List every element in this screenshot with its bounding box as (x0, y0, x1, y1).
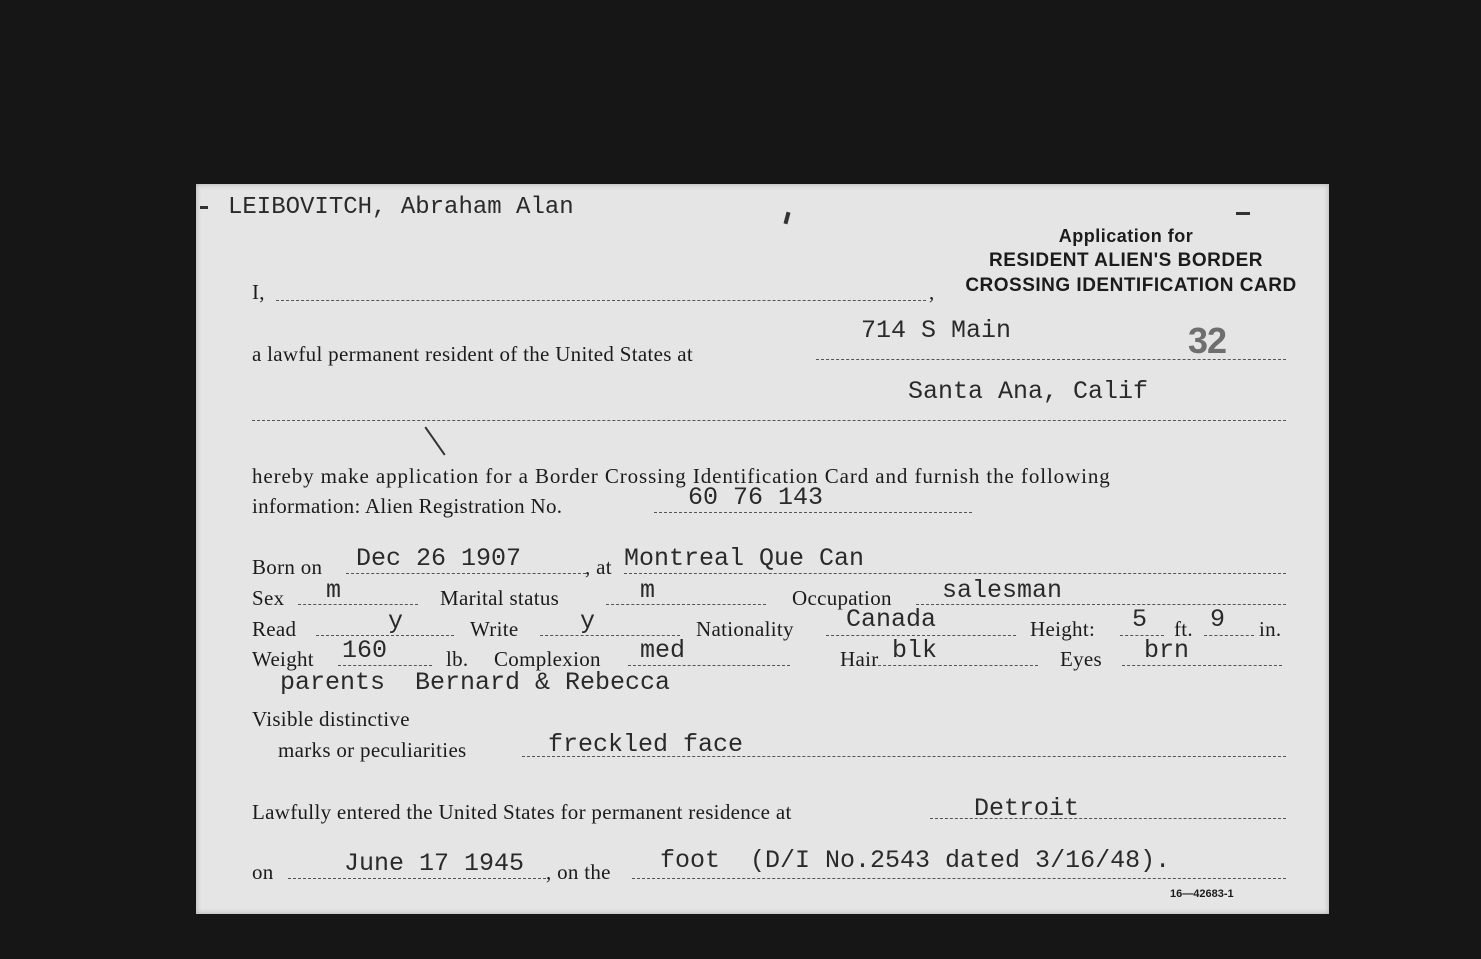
sex-value: m (326, 576, 342, 605)
parents-line: parents Bernard & Rebecca (280, 668, 671, 697)
complexion-rule (628, 665, 790, 666)
height-label: Height: (1030, 617, 1096, 641)
visible-marks-value: freckled face (548, 730, 744, 759)
weight-rule (338, 665, 432, 666)
application-text-line-2: information: Alien Registration No. (252, 494, 563, 518)
marital-status-label: Marital status (440, 586, 560, 610)
occupation-rule (916, 604, 1286, 605)
sex-label: Sex (252, 586, 285, 610)
nationality-label: Nationality (696, 617, 794, 641)
hair-value: blk (892, 636, 938, 665)
read-value: y (388, 607, 404, 636)
eyes-rule (1122, 665, 1282, 666)
entry-date-rule (288, 878, 546, 879)
form-header-line3: CROSSING IDENTIFICATION CARD (965, 275, 1297, 296)
name-blank-line (276, 300, 926, 301)
feet-label: ft. (1174, 617, 1193, 641)
entered-label: Lawfully entered the United States for permanent residence at (252, 800, 792, 824)
entry-place-value: Detroit (974, 794, 1080, 823)
comma-mark: , (929, 280, 935, 304)
stray-mark (784, 212, 791, 225)
at-label: , at (585, 555, 612, 579)
occupation-value: salesman (942, 576, 1063, 605)
entry-mode-rule (632, 878, 1286, 879)
stray-mark (1236, 212, 1250, 215)
height-inches-value: 9 (1210, 605, 1226, 634)
born-on-rule (346, 573, 586, 574)
on-label: on (252, 860, 274, 884)
form-number: 16—42683-1 (1170, 888, 1234, 900)
complexion-value: med (640, 636, 686, 665)
eyes-value: brn (1144, 636, 1190, 665)
visible-marks-rule (522, 756, 1286, 757)
address-line-1: 714 S Main (861, 316, 1012, 345)
born-on-label: Born on (252, 555, 323, 579)
write-label: Write (470, 617, 519, 641)
hair-label: Hair (840, 647, 879, 671)
stray-mark (424, 427, 445, 456)
weight-value: 160 (342, 636, 388, 665)
applicant-name: LEIBOVITCH, Abraham Alan (228, 194, 574, 221)
nationality-value: Canada (846, 605, 937, 634)
on-the-label: , on the (546, 860, 611, 884)
marital-status-value: m (640, 576, 656, 605)
stray-mark (200, 206, 208, 209)
weight-label: Weight (252, 647, 314, 671)
alien-registration-rule (654, 512, 972, 513)
application-text-line-1: hereby make application for a Border Crossing Identification Card and furnish the following (252, 464, 1111, 488)
i-prefix-label: I, (252, 280, 265, 304)
inches-label: in. (1259, 617, 1282, 641)
border-crossing-application-card (196, 184, 1329, 914)
sex-rule (298, 604, 418, 605)
entry-mode-value: foot (D/I No.2543 dated 3/16/48). (660, 846, 1171, 875)
write-value: y (580, 607, 596, 636)
read-label: Read (252, 617, 297, 641)
marital-status-rule (606, 604, 766, 605)
height-feet-value: 5 (1132, 605, 1148, 634)
entry-place-rule (930, 818, 1286, 819)
complexion-label: Complexion (494, 647, 601, 671)
birthplace-value: Montreal Que Can (624, 544, 865, 573)
address-line-2: Santa Ana, Calif (908, 377, 1149, 406)
stamp-number: 32 (1188, 320, 1227, 361)
address-line-1-rule (816, 359, 1286, 360)
visible-marks-label-1: Visible distinctive (252, 707, 410, 731)
address-line-2-rule (252, 420, 1286, 421)
born-on-value: Dec 26 1907 (356, 544, 522, 573)
height-inches-rule (1204, 635, 1254, 636)
resident-label: a lawful permanent resident of the United States at (252, 342, 693, 366)
birthplace-rule (624, 573, 1286, 574)
eyes-label: Eyes (1060, 647, 1103, 671)
entry-date-value: June 17 1945 (344, 849, 525, 878)
form-header-line1: Application for (1058, 226, 1194, 246)
pound-label: lb. (446, 647, 469, 671)
form-header-line2: RESIDENT ALIEN'S BORDER (989, 250, 1263, 271)
visible-marks-label-2: marks or peculiarities (278, 738, 467, 762)
alien-registration-number: 60 76 143 (688, 483, 824, 512)
occupation-label: Occupation (792, 586, 892, 610)
hair-rule (878, 665, 1038, 666)
